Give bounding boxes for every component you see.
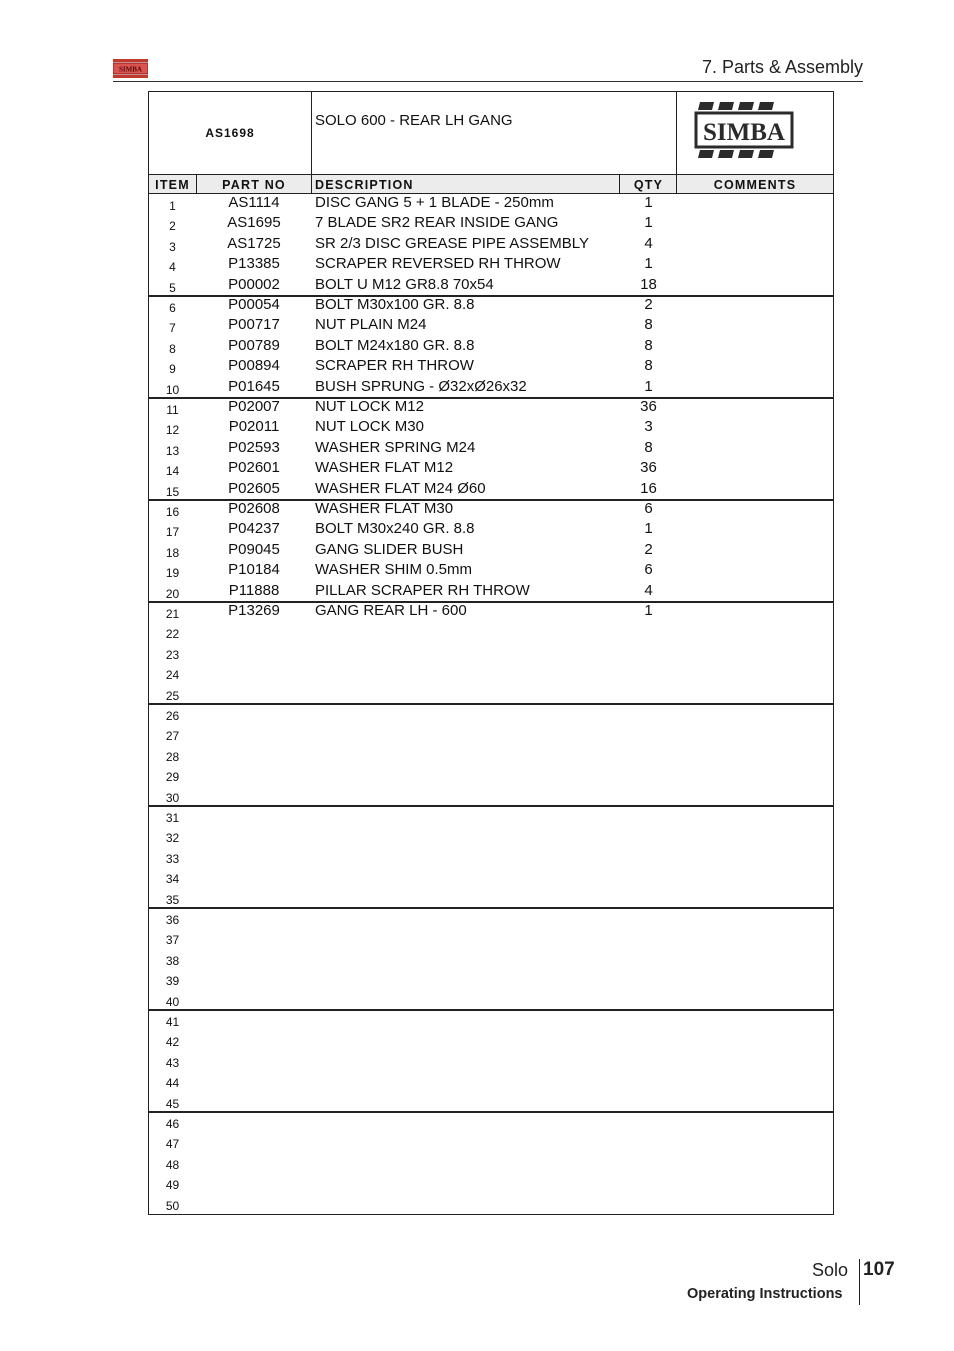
item-number: 12 — [165, 423, 180, 438]
simba-header-logo — [113, 59, 148, 78]
part-number: P11888 — [228, 581, 280, 599]
item-number: 44 — [165, 1076, 180, 1091]
part-description: BUSH SPRUNG - Ø32xØ26x32 — [315, 377, 527, 395]
part-number: P13269 — [228, 602, 280, 619]
table-row — [149, 357, 833, 377]
item-number: 1 — [169, 199, 176, 213]
simba-brand-logo — [694, 98, 794, 162]
item-number: 20 — [165, 586, 180, 601]
svg-text:SIMBA: SIMBA — [119, 65, 142, 74]
column-item: ITEM — [155, 178, 190, 192]
table-row — [149, 1153, 833, 1173]
table-row — [149, 1051, 833, 1071]
footer-rule — [859, 1259, 860, 1305]
item-number: 37 — [165, 933, 180, 948]
quantity: 1 — [644, 214, 653, 232]
table-row — [149, 704, 833, 724]
item-number: 25 — [165, 688, 180, 703]
parts-list-sheet — [148, 91, 834, 1215]
quantity: 36 — [640, 459, 657, 477]
part-description: NUT PLAIN M24 — [315, 316, 427, 334]
item-number: 9 — [169, 362, 176, 377]
quantity: 1 — [644, 194, 653, 211]
part-description: GANG REAR LH - 600 — [315, 602, 467, 619]
table-row — [149, 745, 833, 765]
item-number: 22 — [165, 627, 180, 642]
part-number: AS1725 — [227, 234, 281, 252]
table-row — [149, 520, 833, 540]
table-row — [149, 1173, 833, 1193]
quantity: 1 — [644, 377, 653, 395]
part-description: NUT LOCK M30 — [315, 418, 424, 436]
part-number: P02601 — [228, 459, 280, 477]
item-number: 5 — [169, 280, 176, 295]
table-row — [149, 949, 833, 969]
item-number: 40 — [165, 994, 180, 1009]
part-description: WASHER FLAT M30 — [315, 500, 454, 517]
section-title: 7. Parts & Assembly — [701, 57, 863, 77]
item-number: 23 — [165, 647, 180, 662]
table-row — [149, 316, 833, 336]
table-row — [149, 1010, 833, 1030]
quantity: 8 — [644, 438, 653, 456]
item-number: 32 — [165, 831, 180, 846]
table-row — [149, 867, 833, 887]
part-number: P00717 — [228, 316, 280, 334]
part-description: WASHER SPRING M24 — [315, 438, 476, 456]
table-row — [149, 255, 833, 275]
part-number: P02605 — [228, 479, 280, 497]
footer-document-type: Operating Instructions — [687, 1286, 843, 1302]
divider — [676, 92, 677, 194]
table-row — [149, 500, 833, 520]
quantity: 4 — [644, 234, 653, 252]
item-number: 42 — [165, 1035, 180, 1050]
item-number: 46 — [165, 1117, 180, 1131]
part-description: BOLT M24x180 GR. 8.8 — [315, 336, 475, 354]
item-number: 26 — [165, 709, 180, 723]
part-number: P10184 — [228, 561, 280, 579]
table-row — [149, 194, 833, 214]
item-number: 47 — [165, 1137, 180, 1152]
part-number: P00789 — [228, 336, 280, 354]
quantity: 2 — [644, 296, 653, 313]
item-number: 21 — [165, 607, 180, 621]
item-number: 36 — [165, 913, 180, 927]
part-number: P04237 — [228, 520, 280, 538]
quantity: 6 — [644, 500, 653, 517]
svg-text:SIMBA: SIMBA — [703, 119, 785, 146]
table-row — [149, 1071, 833, 1091]
item-number: 48 — [165, 1157, 180, 1172]
item-number: 49 — [165, 1178, 180, 1193]
table-row — [149, 847, 833, 867]
table-row — [149, 826, 833, 846]
table-row — [149, 337, 833, 357]
table-row — [149, 582, 833, 602]
table-row — [149, 969, 833, 989]
item-number: 29 — [165, 770, 180, 785]
part-description: SCRAPER REVERSED RH THROW — [315, 255, 561, 273]
footer-product-name: Solo — [812, 1260, 849, 1280]
item-number: 2 — [169, 219, 176, 234]
item-number: 18 — [165, 545, 180, 560]
table-row — [149, 888, 833, 908]
table-row — [149, 663, 833, 683]
item-number: 3 — [169, 239, 176, 254]
table-row — [149, 439, 833, 459]
column-header-row — [149, 174, 833, 194]
part-number: P00002 — [228, 275, 280, 293]
item-number: 6 — [169, 301, 176, 315]
item-number: 50 — [165, 1198, 180, 1213]
item-number: 16 — [165, 505, 180, 519]
part-number: P09045 — [228, 540, 280, 558]
table-row — [149, 276, 833, 296]
part-description: BOLT M30x240 GR. 8.8 — [315, 520, 475, 538]
table-row — [149, 1092, 833, 1112]
column-comments: COMMENTS — [713, 178, 797, 192]
part-number: P00894 — [228, 357, 280, 375]
table-row — [149, 622, 833, 642]
item-number: 30 — [165, 790, 180, 805]
page-number: 107 — [863, 1259, 895, 1280]
divider — [196, 174, 197, 194]
item-number: 43 — [165, 1055, 180, 1070]
part-description: DISC GANG 5 + 1 BLADE - 250mm — [315, 194, 554, 211]
quantity: 8 — [644, 357, 653, 375]
table-row — [149, 214, 833, 234]
part-description: BOLT U M12 GR8.8 70x54 — [315, 275, 494, 293]
item-number: 7 — [169, 321, 176, 336]
assembly-code: AS1698 — [205, 126, 255, 140]
table-row — [149, 561, 833, 581]
item-number: 10 — [165, 382, 180, 397]
table-row — [149, 928, 833, 948]
table-row — [149, 908, 833, 928]
quantity: 8 — [644, 336, 653, 354]
part-number: P02593 — [228, 438, 280, 456]
quantity: 18 — [640, 275, 657, 293]
table-row — [149, 806, 833, 826]
item-number: 28 — [165, 749, 180, 764]
part-description: SCRAPER RH THROW — [315, 357, 474, 375]
part-description: GANG SLIDER BUSH — [315, 540, 464, 558]
table-row — [149, 643, 833, 663]
divider — [311, 92, 312, 194]
table-row — [149, 480, 833, 500]
item-number: 24 — [165, 668, 180, 683]
part-number: AS1695 — [227, 214, 281, 232]
quantity: 2 — [644, 540, 653, 558]
item-number: 34 — [165, 872, 180, 887]
table-row — [149, 602, 833, 622]
part-description: 7 BLADE SR2 REAR INSIDE GANG — [315, 214, 559, 232]
item-number: 39 — [165, 974, 180, 989]
quantity: 16 — [640, 479, 657, 497]
table-row — [149, 786, 833, 806]
table-row — [149, 541, 833, 561]
item-number: 38 — [165, 953, 180, 968]
column-qty: QTY — [633, 178, 664, 192]
item-number: 8 — [169, 341, 176, 356]
table-row — [149, 1132, 833, 1152]
column-description: DESCRIPTION — [315, 178, 414, 192]
quantity: 1 — [644, 520, 653, 538]
column-part-no: PART NO — [222, 178, 286, 192]
table-row — [149, 724, 833, 744]
part-number: P02011 — [228, 418, 280, 436]
quantity: 36 — [640, 398, 657, 415]
item-number: 27 — [165, 729, 180, 744]
part-number: AS1114 — [228, 194, 280, 211]
item-number: 11 — [166, 403, 179, 417]
quantity: 8 — [644, 316, 653, 334]
assembly-header — [149, 92, 833, 174]
table-row — [149, 296, 833, 316]
part-description: NUT LOCK M12 — [315, 398, 424, 415]
item-number: 13 — [165, 443, 180, 458]
item-number: 41 — [165, 1015, 180, 1029]
quantity: 3 — [644, 418, 653, 436]
part-number: P01645 — [228, 377, 280, 395]
quantity: 1 — [644, 602, 653, 619]
assembly-description: SOLO 600 - REAR LH GANG — [315, 112, 513, 129]
table-row — [149, 378, 833, 398]
part-description: SR 2/3 DISC GREASE PIPE ASSEMBLY — [315, 234, 589, 252]
item-number: 4 — [169, 260, 176, 275]
item-number: 35 — [165, 892, 180, 907]
table-row — [149, 235, 833, 255]
item-number: 31 — [165, 811, 180, 825]
item-number: 19 — [165, 566, 180, 581]
part-number: P02007 — [228, 398, 280, 415]
table-row — [149, 684, 833, 704]
part-number: P13385 — [228, 255, 280, 273]
table-row — [149, 1194, 833, 1214]
item-number: 33 — [165, 851, 180, 866]
table-row — [149, 1030, 833, 1050]
part-number: P00054 — [228, 296, 280, 313]
part-description: WASHER SHIM 0.5mm — [315, 561, 472, 579]
item-number: 15 — [165, 484, 180, 499]
item-number: 45 — [165, 1096, 180, 1111]
quantity: 4 — [644, 581, 653, 599]
table-row — [149, 765, 833, 785]
table-row — [149, 418, 833, 438]
table-row — [149, 990, 833, 1010]
part-description: PILLAR SCRAPER RH THROW — [315, 581, 530, 599]
table-row — [149, 1112, 833, 1132]
header-rule — [113, 81, 863, 82]
item-number: 17 — [165, 525, 180, 540]
table-row — [149, 459, 833, 479]
quantity: 1 — [644, 255, 653, 273]
part-description: WASHER FLAT M12 — [315, 459, 454, 477]
part-description: WASHER FLAT M24 Ø60 — [315, 479, 486, 497]
item-number: 14 — [165, 464, 180, 479]
quantity: 6 — [644, 561, 653, 579]
table-row — [149, 398, 833, 418]
part-number: P02608 — [228, 500, 280, 517]
part-description: BOLT M30x100 GR. 8.8 — [315, 296, 475, 313]
divider — [619, 174, 620, 194]
